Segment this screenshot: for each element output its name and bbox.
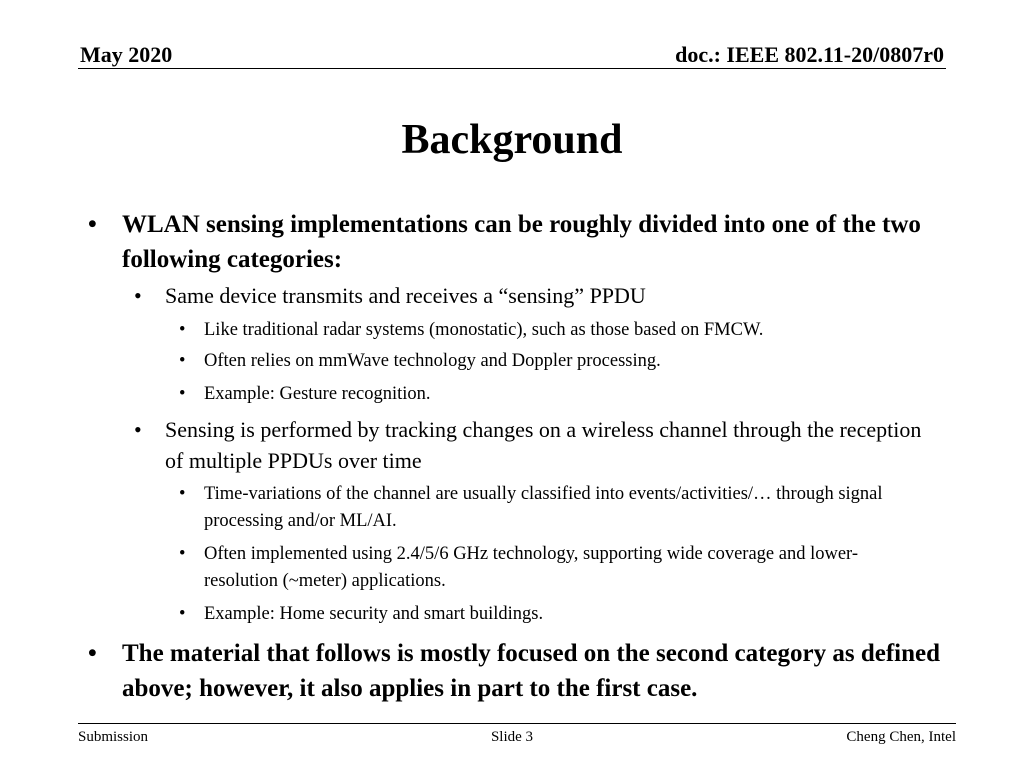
bullet-text: WLAN sensing implementations can be roughly divided into one of the two following categories: — [122, 211, 921, 273]
bullet-level1-item — [88, 636, 952, 706]
bullet-text: Example: Gesture recognition. — [204, 384, 431, 404]
bullet-text: Sensing is performed by tracking changes on a wireless channel through the reception of multiple PPDUs over time — [165, 417, 922, 473]
bullet-level2-item — [134, 280, 925, 311]
bullet-level3-item — [179, 601, 924, 628]
bullet-icon: • — [179, 484, 186, 504]
bullet-text: Like traditional radar systems (monostatic), such as those based on FMCW. — [204, 320, 764, 340]
bullet-icon: • — [179, 351, 186, 371]
bullet-icon: • — [134, 417, 142, 442]
bullet-text: The material that follows is mostly focused on the second category as defined above; however, it also applies in part to the first case. — [122, 640, 940, 702]
header-divider — [78, 68, 946, 69]
header-doc-id: doc.: IEEE 802.11-20/0807r0 — [675, 42, 944, 67]
bullet-text: Example: Home security and smart buildings. — [204, 604, 544, 624]
bullet-icon: • — [179, 604, 186, 624]
bullet-icon: • — [88, 640, 97, 667]
slide-title: Background — [401, 117, 623, 163]
footer-divider — [78, 723, 956, 724]
bullet-icon: • — [88, 211, 97, 238]
bullet-level3-item — [179, 541, 924, 595]
bullet-level2-item — [134, 414, 925, 476]
bullet-text: Same device transmits and receives a “sensing” PPDU — [165, 283, 646, 308]
bullet-level3-item — [179, 381, 924, 408]
footer-submission: Submission — [78, 729, 149, 745]
header-date: May 2020 — [80, 42, 173, 67]
bullet-level1-item — [88, 207, 952, 277]
bullet-level3-item — [179, 317, 924, 344]
bullet-text: Often implemented using 2.4/5/6 GHz technology, supporting wide coverage and lower-resolution (~meter) applications. — [204, 544, 858, 591]
bullet-text: Often relies on mmWave technology and Doppler processing. — [204, 351, 661, 371]
footer-author: Cheng Chen, Intel — [846, 729, 956, 745]
bullet-icon: • — [134, 283, 142, 308]
bullet-icon: • — [179, 320, 186, 340]
bullet-icon: • — [179, 544, 186, 564]
bullet-level3-item — [179, 348, 924, 375]
footer-slide-number: Slide 3 — [490, 729, 534, 745]
bullet-icon: • — [179, 384, 186, 404]
bullet-text: Time-variations of the channel are usually classified into events/activities/… through signal processing and/or ML/AI. — [204, 484, 883, 531]
bullet-level3-item — [179, 481, 924, 535]
